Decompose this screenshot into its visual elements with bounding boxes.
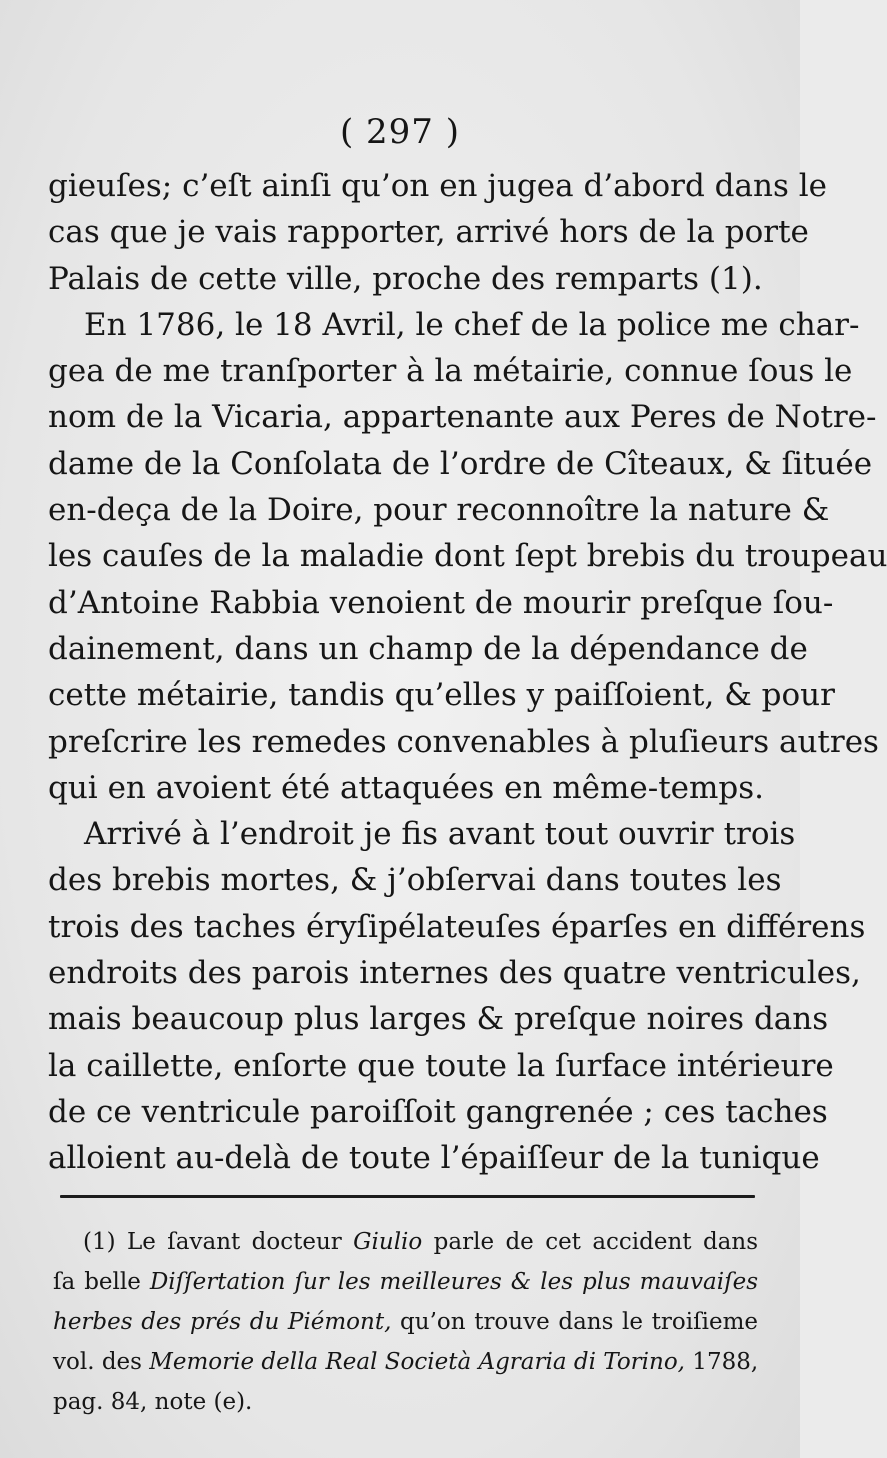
text-line: la caillette, enſorte que toute la ſurface intérieure [48, 1047, 834, 1084]
text-line: En 1786, le 18 Avril, le chef de la police me char- [84, 306, 860, 343]
footnote-line [53, 1262, 758, 1302]
text-line: alloient au-delà de toute l’épaiſſeur de la tunique [48, 1140, 820, 1177]
text-line: d’Antoine Rabbia venoient de mourir preſque ſou- [48, 584, 834, 621]
text-line: dame de la Conſolata de l’ordre de Cîteaux, & ſituée [48, 445, 873, 482]
text-line: qui en avoient été attaquées en même-temps. [48, 769, 765, 806]
text-line: endroits des parois internes des quatre ventricules, [48, 955, 861, 992]
text-line: Palais de cette ville, proche des remparts (1). [48, 260, 763, 297]
footnote-text: qu’on trouve dans le troiſieme [391, 1309, 758, 1335]
text-line: Arrivé à l’endroit je fis avant tout ouvrir trois [84, 816, 796, 853]
footnote-text: 1788, [685, 1349, 759, 1375]
text-line: preſcrire les remedes convenables à pluſieurs autres [48, 723, 879, 760]
footnote-divider [60, 1195, 755, 1198]
text-line: cette métairie, tandis qu’elles y paiſſoient, & pour [48, 677, 835, 714]
text-line: en-deça de la Doire, pour reconnoître la nature & [48, 492, 830, 529]
text-line: trois des taches éryſipélateuſes éparſes en différens [48, 908, 866, 945]
text-line: les cauſes de la maladie dont ſept brebis du troupeau [48, 538, 887, 575]
journal-title: Memorie della Real Società Agraria di Torino, [149, 1349, 685, 1375]
footnote-text: vol. des [53, 1349, 150, 1375]
author-name: Giulio [353, 1229, 423, 1255]
page-number: ( 297 ) [339, 112, 461, 152]
text-line: nom de la Vicaria, appartenante aux Peres de Notre- [48, 399, 877, 436]
footnote-text: (1) Le ſavant docteur [83, 1229, 354, 1255]
text-line: mais beaucoup plus larges & preſque noires dans [48, 1001, 829, 1038]
text-line: gieuſes; c’eſt ainſi qu’on en jugea d’abord dans le [48, 168, 827, 204]
footnote-line: pag. 84, note (e). [53, 1389, 253, 1415]
body-text [48, 163, 887, 1182]
footnote-text: parle de cet accident dans [422, 1229, 758, 1255]
footnote-line [53, 1302, 758, 1342]
footnote-text: ſa belle [53, 1269, 150, 1295]
work-title: herbes des prés du Piémont, [53, 1309, 392, 1335]
footnote [53, 1222, 758, 1422]
text-line: gea de me tranſporter à la métairie, connue ſous le [48, 353, 853, 390]
footnote-line [53, 1222, 758, 1262]
work-title: Diſſertation ſur les meilleures & les plus mauvaiſes [149, 1269, 758, 1295]
text-line: cas que je vais rapporter, arrivé hors de la porte [48, 214, 809, 251]
text-line: dainement, dans un champ de la dépendance de [48, 630, 808, 667]
text-line: des brebis mortes, & j’obſervai dans toutes les [48, 862, 782, 899]
footnote-line [53, 1342, 758, 1382]
text-line: de ce ventricule paroiſſoit gangrenée ; ces taches [48, 1093, 828, 1130]
